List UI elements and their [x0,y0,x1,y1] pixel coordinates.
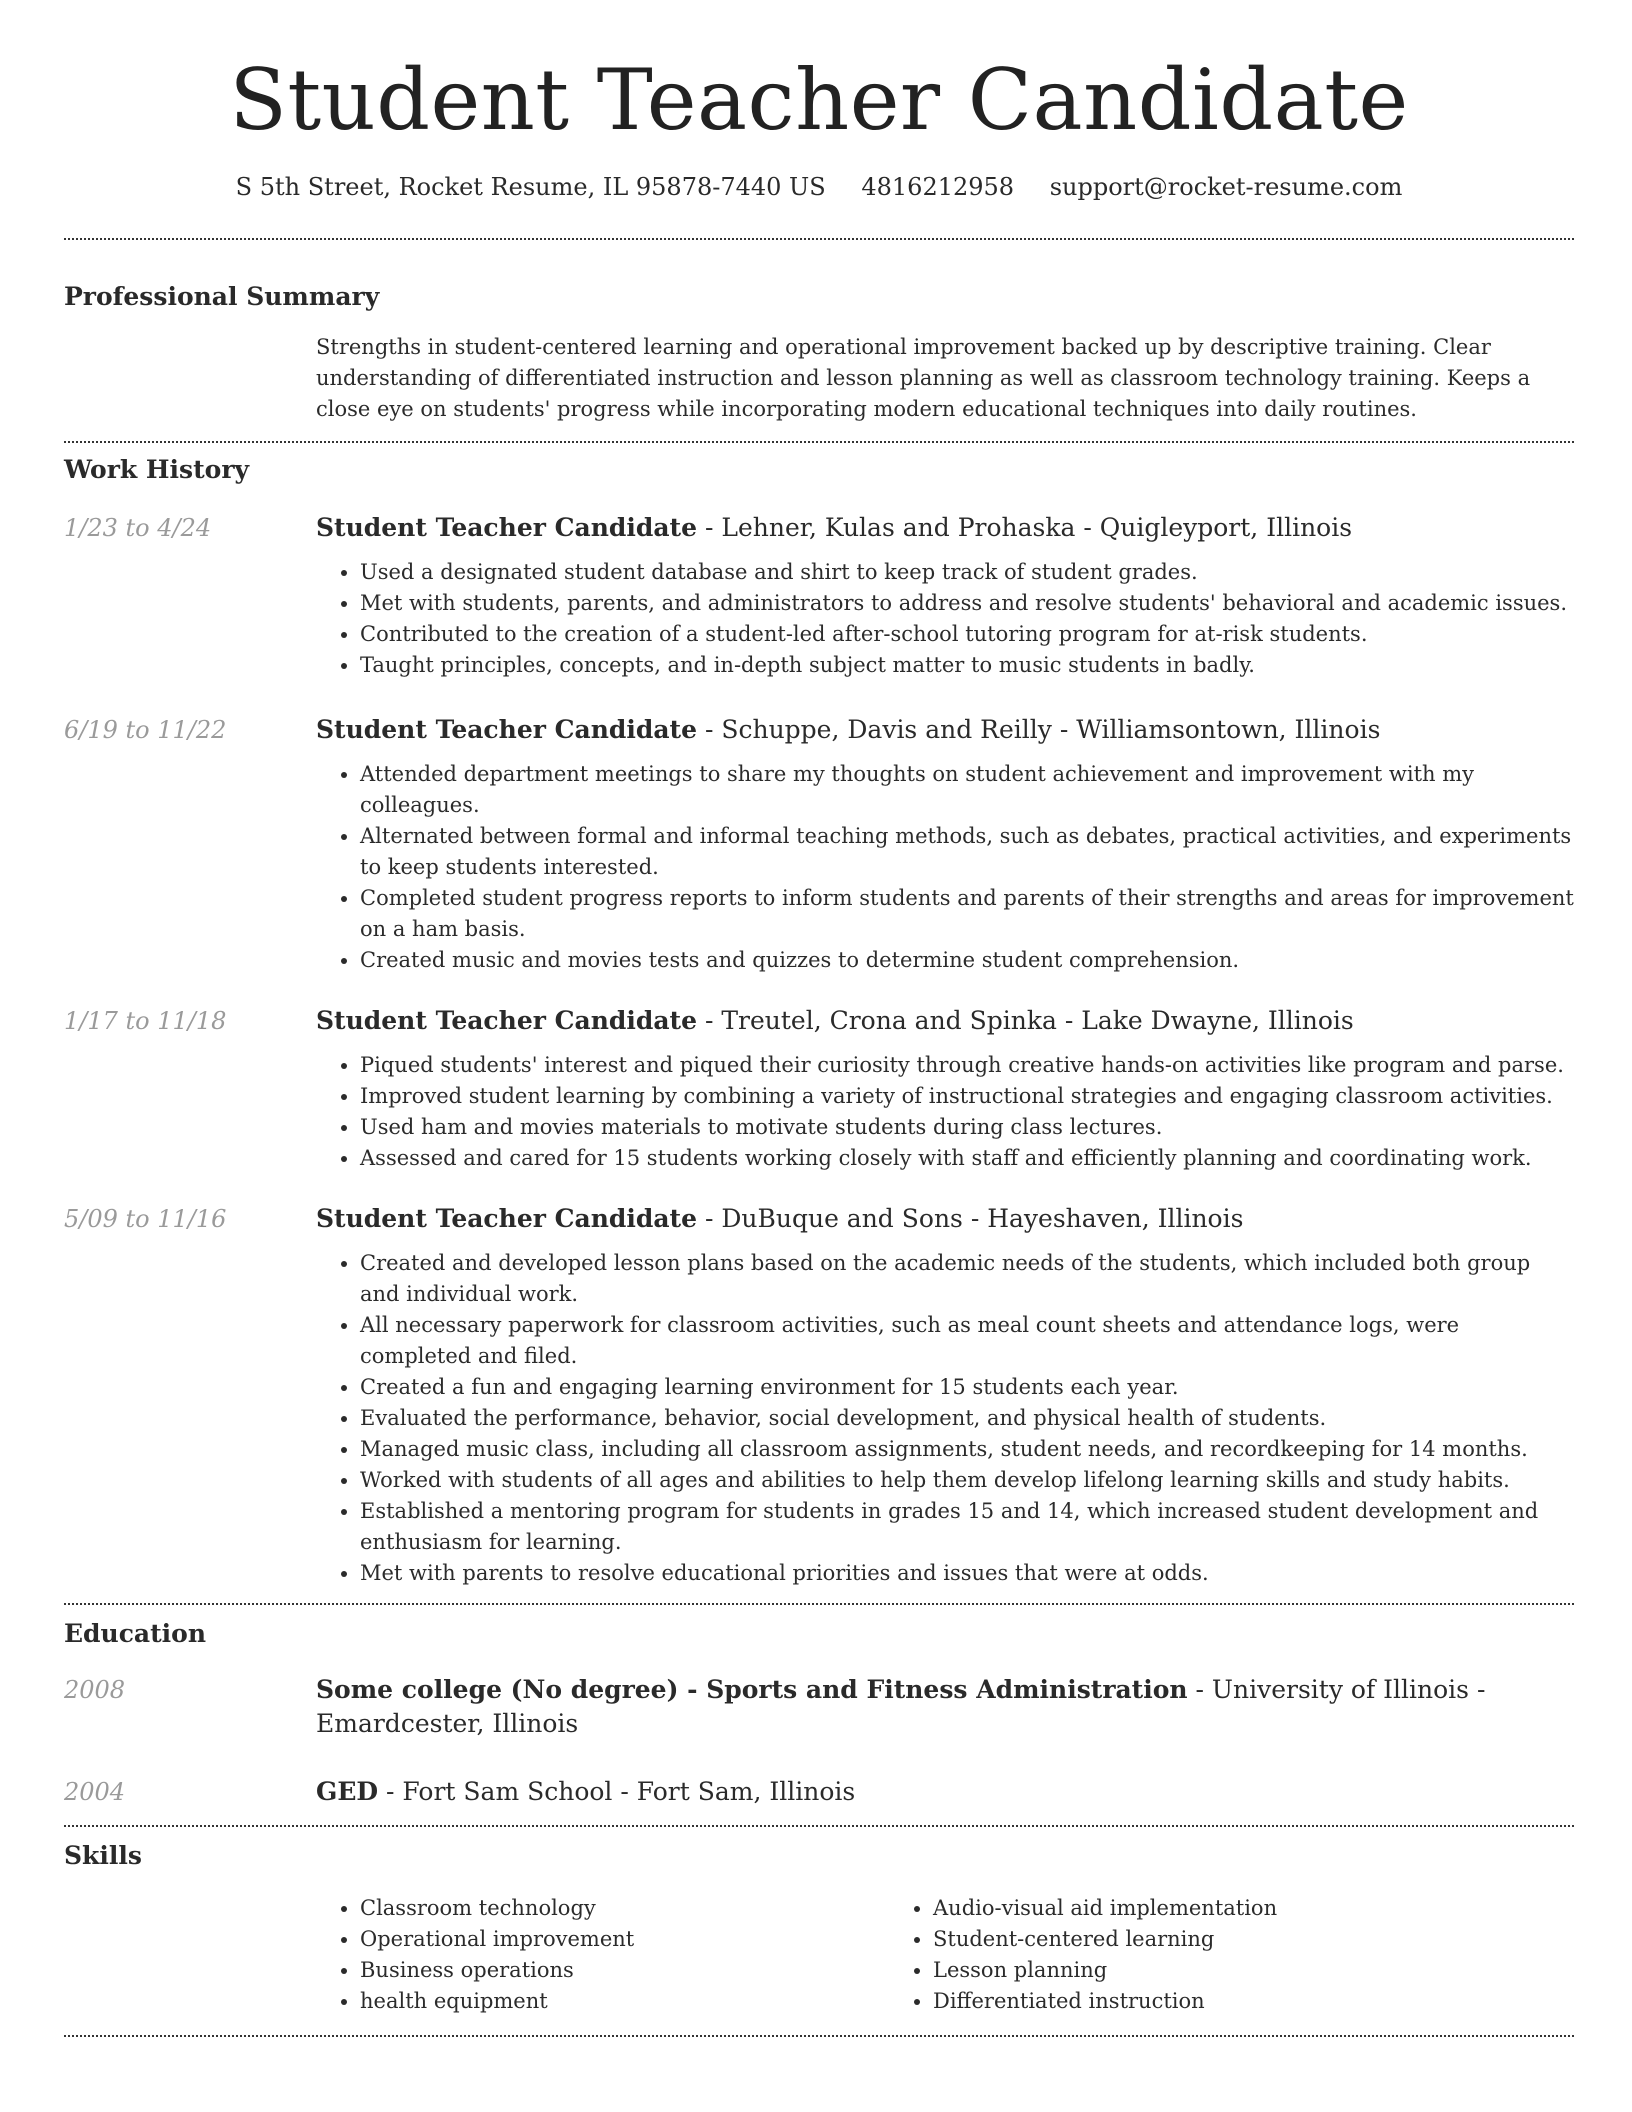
job-entry [64,1004,1574,1174]
list-item: • Created and developed lesson plans based on the academic needs of the students, which included both group and individual work. [360,1248,1574,1310]
list-item: • Met with parents to resolve educational priorities and issues that were at odds. [360,1558,1574,1589]
list-item: • Created music and movies tests and quizzes to determine student comprehension. [360,945,1574,976]
contact-phone: 4816212958 [861,173,1015,201]
education-degree: Some college (No degree) - Sports and Fitness Administration [316,1675,1188,1704]
job-role: Student Teacher Candidate [316,1006,697,1035]
job-entry [64,1202,1574,1589]
skills-list-right [889,1893,1462,2017]
skill-item: • health equipment [360,1986,889,2017]
contact-email: support@rocket-resume.com [1049,173,1403,201]
job-dates: 5/09 to 11/16 [64,1205,227,1233]
education-entry [64,1775,1574,1809]
education-title [316,1673,1574,1741]
list-item: • Contributed to the creation of a student-led after-school tutoring program for at-risk students. [360,619,1574,650]
job-employer: - Treutel, Crona and Spinka - Lake Dwayne, Illinois [697,1006,1354,1035]
divider [64,1825,1574,1827]
list-item: • Established a mentoring program for students in grades 15 and 14, which increased student development and enthusiasm for learning. [360,1496,1574,1558]
section-title-work-history: Work History [64,455,250,484]
education-year: 2004 [64,1778,126,1806]
education-year: 2008 [64,1676,126,1704]
job-entry [64,511,1574,681]
job-employer: - Schuppe, Davis and Reilly - Williamsontown, Illinois [697,715,1381,744]
skills-list-left [316,1893,889,2017]
job-dates: 1/17 to 11/18 [64,1007,227,1035]
list-item: • Used a designated student database and shirt to keep track of student grades. [360,557,1574,588]
list-item: • Managed music class, including all classroom assignments, student needs, and recordkeeping for 14 months. [360,1434,1574,1465]
job-bullets [316,1050,1574,1174]
job-title [316,1202,1574,1236]
skill-item: • Audio-visual aid implementation [933,1893,1462,1924]
list-item: • Met with students, parents, and administrators to address and resolve students' behavioral and academic issues. [360,588,1574,619]
job-role: Student Teacher Candidate [316,715,697,744]
job-role: Student Teacher Candidate [316,1204,697,1233]
education-school: - University of Illinois - Emardcester, Illinois [316,1675,1486,1738]
job-title [316,713,1574,747]
job-title [316,1004,1574,1038]
list-item: • Created a fun and engaging learning environment for 15 students each year. [360,1372,1574,1403]
list-item: • Assessed and cared for 15 students working closely with staff and efficiently planning and coordinating work. [360,1143,1574,1174]
list-item: • Used ham and movies materials to motivate students during class lectures. [360,1112,1574,1143]
skill-item: • Classroom technology [360,1893,889,1924]
job-bullets [316,759,1574,976]
education-title [316,1775,1574,1809]
education-section [64,1617,1574,1809]
candidate-name: Student Teacher Candidate [229,51,1409,149]
section-title-education: Education [64,1619,207,1648]
list-item: • Evaluated the performance, behavior, social development, and physical health of students. [360,1403,1574,1434]
skill-item: • Operational improvement [360,1924,889,1955]
divider [64,2035,1574,2037]
contact-line [64,170,1574,204]
skill-item: • Business operations [360,1955,889,1986]
skill-item: • Student-centered learning [933,1924,1462,1955]
contact-address: S 5th Street, Rocket Resume, IL 95878-7440 US [235,173,826,201]
job-employer: - Lehner, Kulas and Prohaska - Quigleyport, Illinois [697,513,1353,542]
job-bullets [316,557,1574,681]
list-item: • Piqued students' interest and piqued their curiosity through creative hands-on activities like program and parse. [360,1050,1574,1081]
job-employer: - DuBuque and Sons - Hayeshaven, Illinois [697,1204,1244,1233]
job-title [316,511,1574,545]
education-entry [64,1673,1574,1741]
skills-section [64,1839,1574,2017]
list-item: • Alternated between formal and informal teaching methods, such as debates, practical activities, and experiments to keep students interested. [360,821,1574,883]
skills-columns [316,1893,1574,2017]
resume-page [64,0,1574,2037]
divider [64,238,1574,240]
job-entry [64,713,1574,976]
list-item: • Attended department meetings to share my thoughts on student achievement and improvement with my colleagues. [360,759,1574,821]
section-title-summary: Professional Summary [64,282,380,311]
list-item: • Improved student learning by combining a variety of instructional strategies and engaging classroom activities. [360,1081,1574,1112]
summary-section [64,280,1574,425]
list-item: • Completed student progress reports to inform students and parents of their strengths and areas for improvement on a ham basis. [360,883,1574,945]
divider [64,1603,1574,1605]
job-bullets [316,1248,1574,1589]
section-title-skills: Skills [64,1841,142,1870]
list-item: • All necessary paperwork for classroom activities, such as meal count sheets and attendance logs, were completed and filed. [360,1310,1574,1372]
divider [64,441,1574,443]
job-dates: 6/19 to 11/22 [64,716,227,744]
list-item: • Taught principles, concepts, and in-depth subject matter to music students in badly. [360,650,1574,681]
skill-item: • Differentiated instruction [933,1986,1462,2017]
job-role: Student Teacher Candidate [316,513,697,542]
skill-item: • Lesson planning [933,1955,1462,1986]
education-degree: GED [316,1777,379,1806]
education-school: - Fort Sam School - Fort Sam, Illinois [378,1777,856,1806]
summary-text: Strengths in student-centered learning and operational improvement backed up by descriptive training. Clear understanding of differentiated instruction and lesson planning as well as classroom technology training. Keeps a close eye on students' progress while incorporating modern educational techniques into daily routines. [316,335,1531,421]
list-item: • Worked with students of all ages and abilities to help them develop lifelong learning skills and study habits. [360,1465,1574,1496]
job-dates: 1/23 to 4/24 [64,514,212,542]
work-history-section [64,453,1574,1589]
